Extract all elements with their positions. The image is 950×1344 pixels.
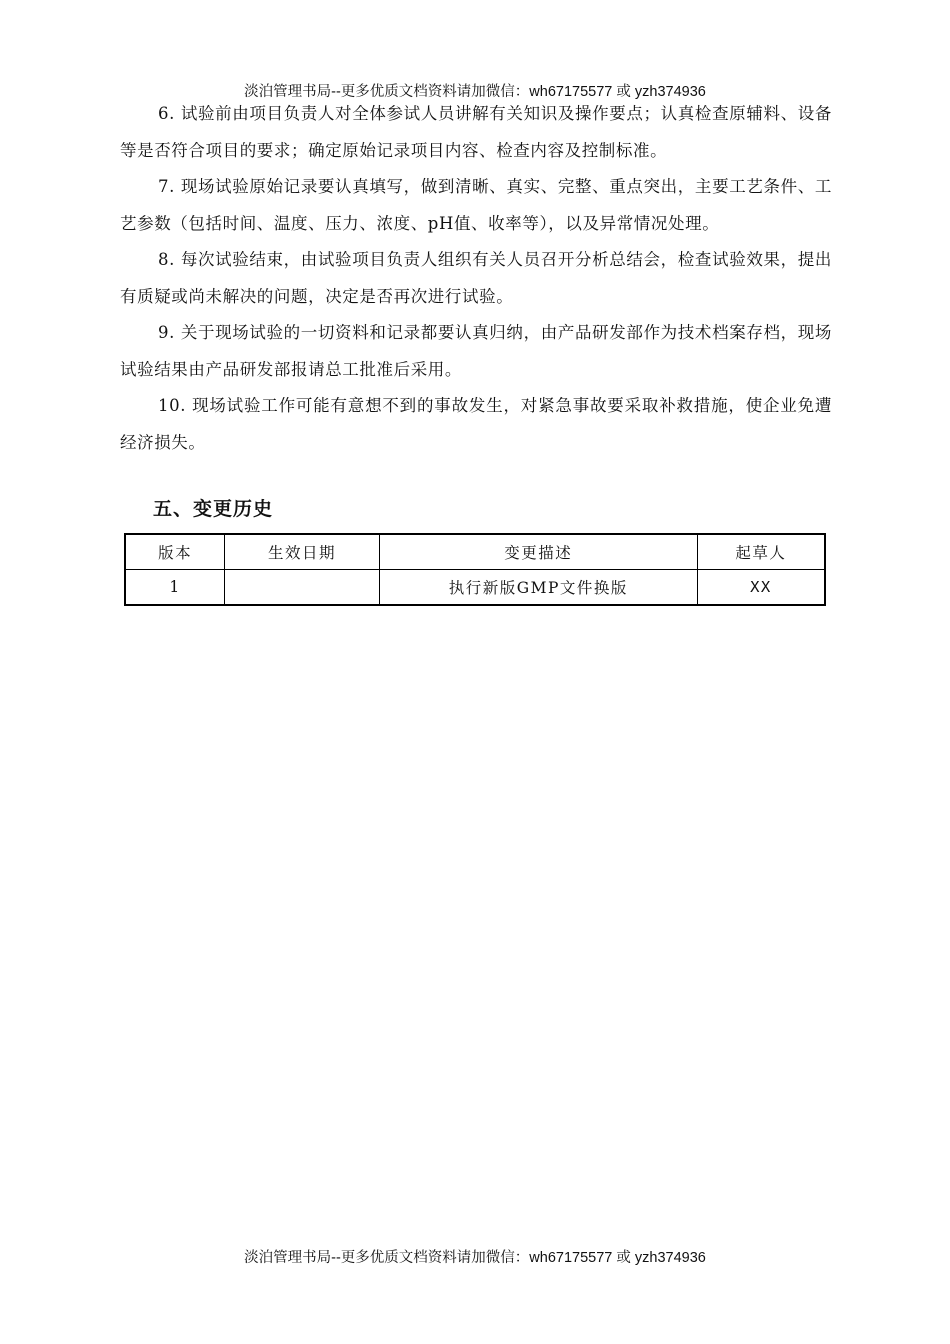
page-footer: 淡泊管理书局--更多优质文档资料请加微信：wh67175577 或 yzh374936 [244,1250,706,1266]
change-history-table [124,533,826,606]
page-header: 淡泊管理书局--更多优质文档资料请加微信：wh67175577 或 yzh374936 [244,84,706,100]
table-row [125,570,825,606]
cell-effective-date [225,570,380,606]
header-effective-date: 生效日期 [225,534,380,570]
paragraph-7: 7. 现场试验原始记录要认真填写，做到清晰、真实、完整、重点突出，主要工艺条件、工艺参数（包括时间、温度、压力、浓度、pH值、收率等），以及异常情况处理。 [120,177,832,233]
cell-version: 1 [125,570,225,606]
header-drafter: 起草人 [697,534,825,570]
header-change-description: 变更描述 [379,534,697,570]
paragraph-6: 6. 试验前由项目负责人对全体参试人员讲解有关知识及操作要点；认真检查原辅料、设备等是否符合项目的要求；确定原始记录项目内容、检查内容及控制标准。 [120,104,832,160]
document-body [120,96,832,461]
paragraph-9: 9. 关于现场试验的一切资料和记录都要认真归纳，由产品研发部作为技术档案存档，现场试验结果由产品研发部报请总工批准后采用。 [120,323,832,379]
cell-change-description: 执行新版GMP文件换版 [379,570,697,606]
paragraph-8: 8. 每次试验结束，由试验项目负责人组织有关人员召开分析总结会，检查试验效果，提出有质疑或尚未解决的问题，决定是否再次进行试验。 [120,250,832,306]
cell-drafter: XX [697,570,825,606]
header-version: 版本 [125,534,225,570]
section-title-change-history: 五、变更历史 [153,498,274,520]
paragraph-10: 10. 现场试验工作可能有意想不到的事故发生，对紧急事故要采取补救措施，使企业免遭经济损失。 [120,396,832,452]
table-header-row [125,534,825,570]
